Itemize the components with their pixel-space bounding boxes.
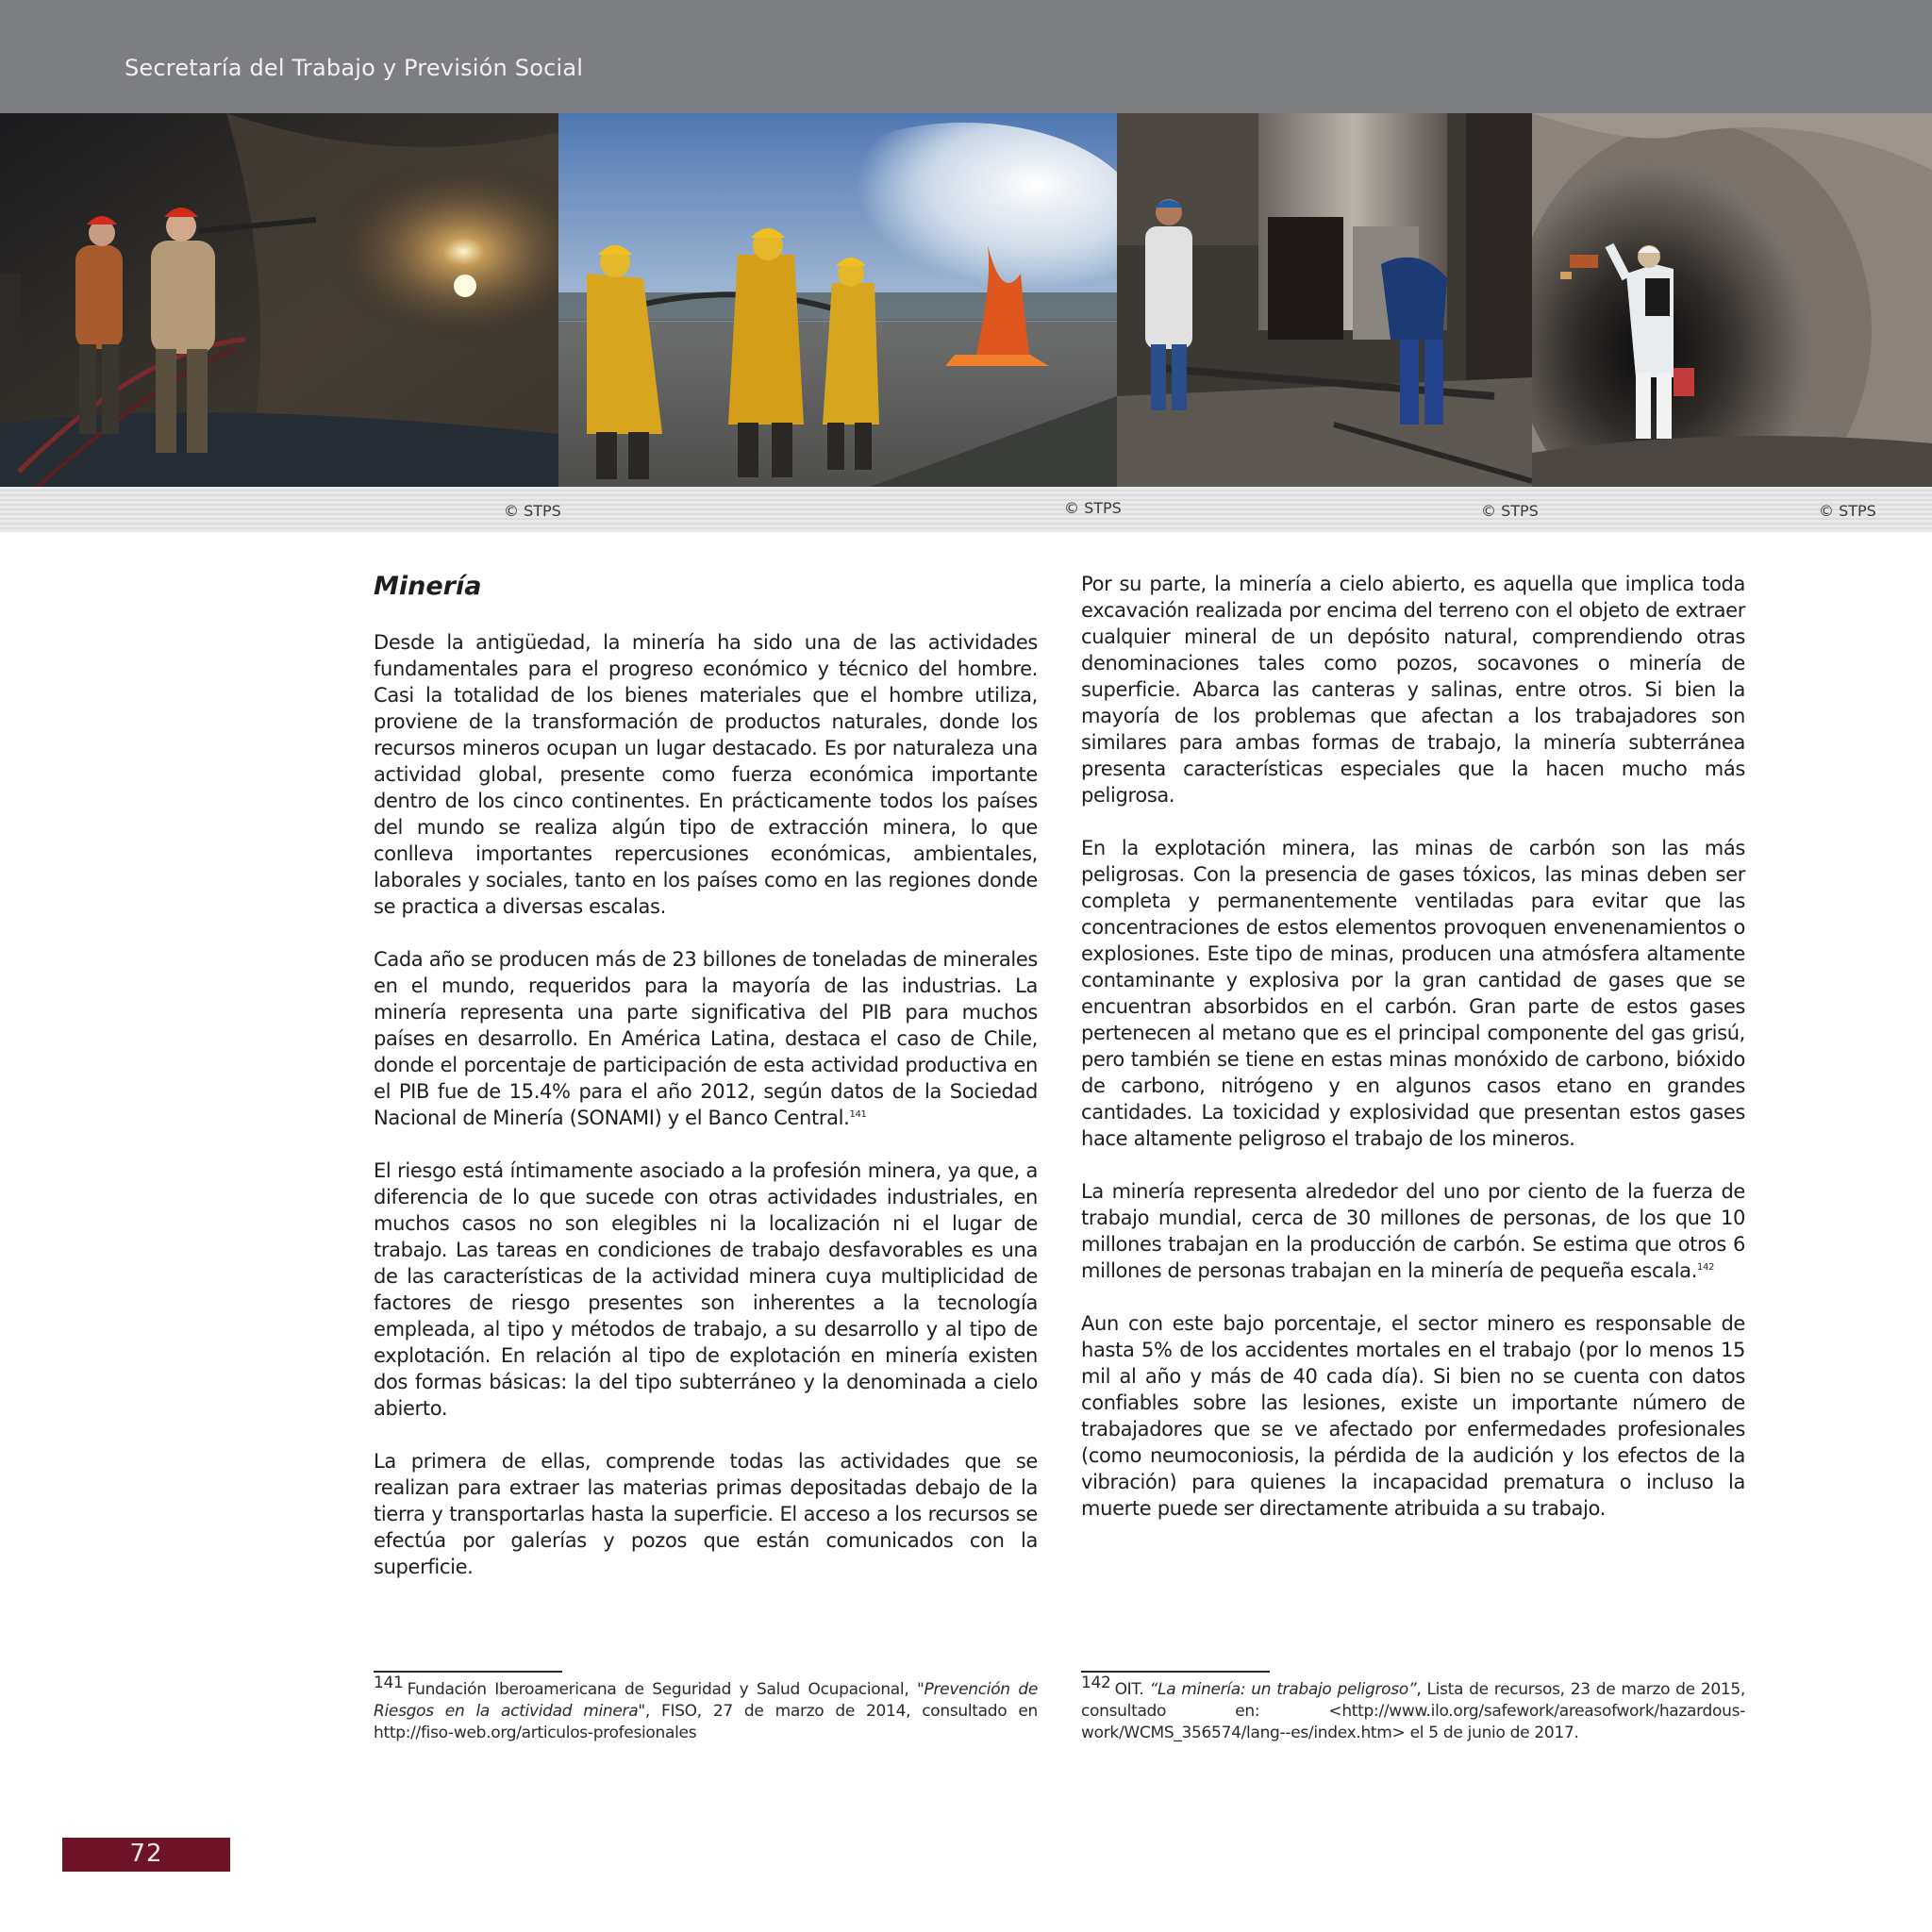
footnote-141	[374, 1674, 1038, 1744]
photo-credit-4: © STPS	[1819, 502, 1876, 520]
footnote-rule-right	[1081, 1671, 1270, 1673]
footnote-rule-left	[374, 1671, 562, 1673]
paragraph: Por su parte, la minería a cielo abierto, es aquella que implica toda excavación realizada por encima del terreno con el objeto de extraer cualquier mineral de un depósito natural, comprendiendo otras denominaciones tales como pozos, socavones o minería de superficie. Abarca las canteras y salinas, entre otros. Si bien la mayoría de los problemas que afectan a los trabajadores son similares para ambas formas de trabajo, la minería subterránea presenta características especiales que la hacen mucho más peligrosa.	[1081, 573, 1745, 807]
photo-strip	[0, 113, 1932, 487]
paragraph	[1081, 1178, 1745, 1284]
photo-furnace-workers	[1117, 113, 1532, 487]
paragraph: La primera de ellas, comprende todas las actividades que se realizan para extraer las materias primas depositadas debajo de la tierra y transportarlas hasta la superficie. El acceso a los recursos se efectúa por galerías y pozos que están comunicados con la superficie.	[374, 1450, 1038, 1578]
footnote-ref-141[interactable]: 141	[849, 1109, 867, 1120]
photo-credit-1: © STPS	[504, 502, 561, 520]
paragraph: Aun con este bajo porcentaje, el sector minero es responsable de hasta 5% de los accidentes mortales en el trabajo (por lo menos 15 mil al año y más de 40 cada día). Si bien no se cuenta con datos confiables sobre las lesiones, existe un importante número de trabajadores que se ve afectado por enfermedades profesionales (como neumoconiosis, la pérdida de la audición y los efectos de la vibración) para quienes la incapacidad prematura o incluso la muerte puede ser directamente atribuida a su trabajo.	[1081, 1312, 1745, 1520]
photo-credit-2: © STPS	[1064, 499, 1122, 517]
photo-fire-training	[558, 113, 1117, 487]
photo-credit-3: © STPS	[1481, 502, 1539, 520]
page-number: 72	[129, 1840, 163, 1868]
footnote-text: Fundación Iberoamericana de Seguridad y Salud Ocupacional,	[407, 1680, 918, 1699]
footnote-title: “La minería: un trabajo peligroso”	[1149, 1680, 1417, 1699]
footnote-title: "Prevención de Riesgos en la actividad minera"	[374, 1680, 1038, 1721]
paragraph: Desde la antigüedad, la minería ha sido una de las actividades fundamentales para el progreso económico y técnico del hombre. Casi la totalidad de los bienes materiales que el hombre utiliza, proviene de la transformación de productos naturales, donde los recursos mineros ocupan un lugar destacado. Es por naturaleza una actividad global, presente como fuerza económica importante dentro de los cinco continentes. En prácticamente todos los países del mundo se realiza algún tipo de extracción minera, lo que conlleva importantes repercusiones económicas, ambientales, laborales y sociales, tanto en los países como en las regiones donde se practica a diversas escalas.	[374, 631, 1038, 918]
paragraph-text: La minería representa alrededor del uno por ciento de la fuerza de trabajo mundial, cerca de 30 millones de personas, de los que 10 millones trabajan en la producción de carbón. Se estima que otros 6 millones de personas trabajan en la minería de pequeña escala.	[1081, 1180, 1745, 1282]
paragraph: En la explotación minera, las minas de carbón son las más peligrosas. Con la presencia de gases tóxicos, las minas deben ser completa y permanentemente ventiladas para evitar que las concentraciones de estos elementos provoquen envenenamientos o explosiones. Este tipo de minas, producen una atmósfera altamente contaminante y explosiva por la gran cantidad de gases que se encuentran absorbidos en el carbón. Gran parte de estos gases pertenecen al metano que es el principal componente del gas grisú, pero también se tiene en estas minas monóxido de carbono, bióxido de carbono, nitrógeno y en algunos casos etano en grandes cantidades. La toxicidad y explosividad que presentan estos gases hace altamente peligroso el trabajo de los mineros.	[1081, 837, 1745, 1150]
footnote-text: OIT.	[1114, 1680, 1150, 1699]
left-column	[374, 571, 1038, 1607]
photo-credit-band	[0, 487, 1932, 532]
photo-tunnel-worker	[1532, 113, 1932, 487]
footnote-text: , FISO, 27 de marzo de 2014, consultado en http://fiso-web.org/articulos-profesionales	[374, 1702, 1038, 1742]
footnote-text: , Lista de recursos, 23 de marzo de 2015, consultado en: <http://www.ilo.org/safework/areasofwork/hazardous-work/WCMS_356574/lang--es/index.htm> el 5 de junio de 2017.	[1081, 1680, 1745, 1742]
paragraph	[374, 946, 1038, 1131]
paragraph-text: Cada año se producen más de 23 billones de toneladas de minerales en el mundo, requeridos para la mayoría de las industrias. La minería representa una parte significativa del PIB para muchos países en desarrollo. En América Latina, destaca el caso de Chile, donde el porcentaje de participación de esta actividad productiva en el PIB fue de 15.4% para el año 2012, según datos de la Sociedad Nacional de Minería (SONAMI) y el Banco Central.	[374, 948, 1038, 1129]
section-title: Minería	[374, 572, 482, 601]
header-title: Secretaría del Trabajo y Previsión Social	[125, 55, 584, 81]
right-column	[1081, 571, 1745, 1548]
photo-underground-drilling	[0, 113, 558, 487]
footnote-number: 142	[1081, 1674, 1111, 1693]
footnote-142	[1081, 1674, 1745, 1744]
footnote-number: 141	[374, 1674, 404, 1693]
paragraph: El riesgo está íntimamente asociado a la profesión minera, ya que, a diferencia de lo que sucede con otras actividades industriales, en muchos casos no son elegibles ni la localización ni el lugar de trabajo. Las tareas en condiciones de trabajo desfavorables es una de las características de la actividad minera cuya multiplicidad de factores de riesgo presentes son inherentes a la tecnología empleada, al tipo y métodos de trabajo, a su desarrollo y al tipo de explotación. En relación al tipo de explotación en minería existen dos formas básicas: la del tipo subterráneo y la denominada a cielo abierto.	[374, 1159, 1038, 1420]
footnote-ref-142[interactable]: 142	[1697, 1262, 1715, 1273]
